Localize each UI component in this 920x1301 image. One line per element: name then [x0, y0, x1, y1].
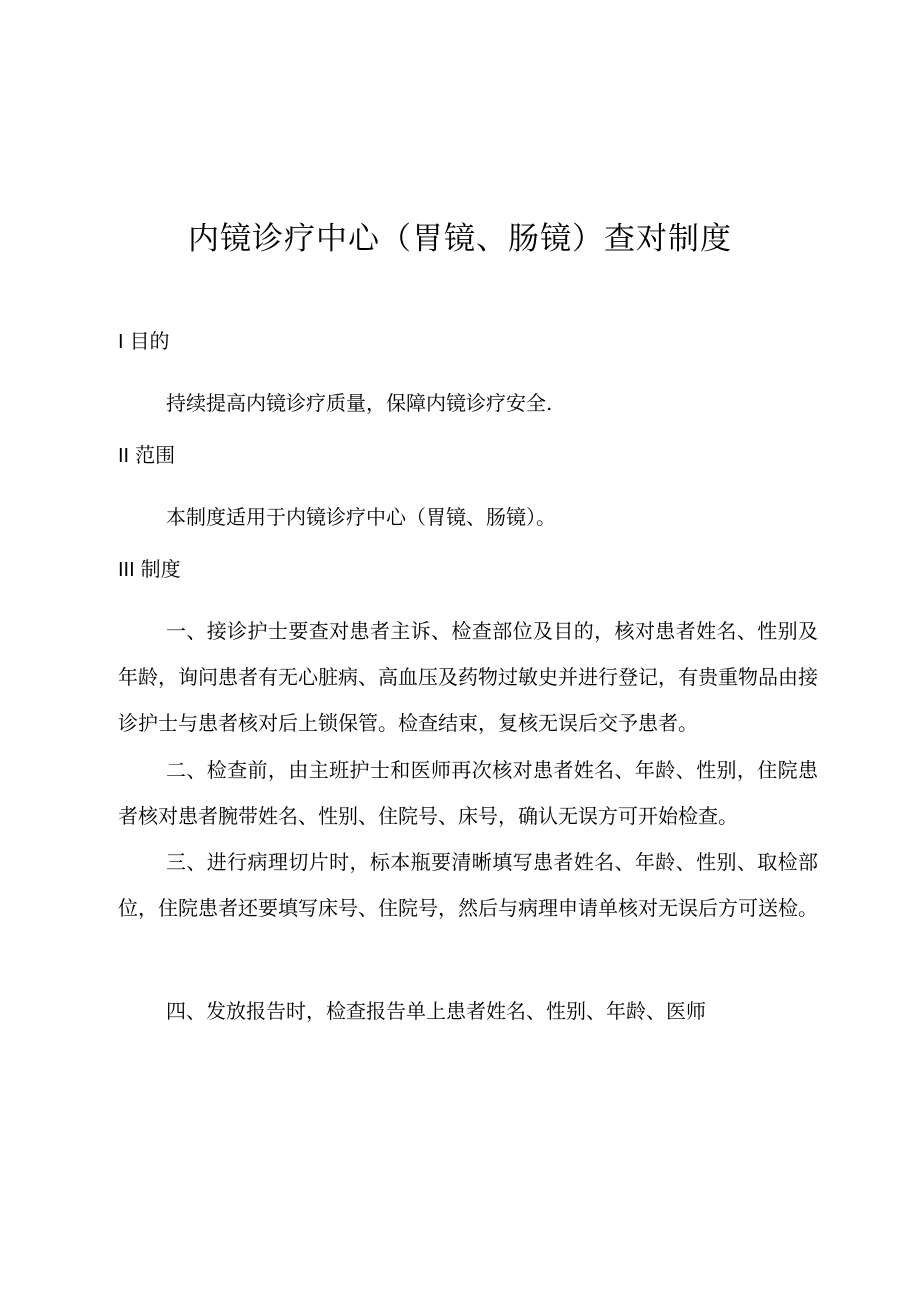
policy-paragraph-4: 四、发放报告时，检查报告单上患者姓名、性别、年龄、医师: [166, 999, 706, 1023]
section-number: II: [118, 445, 130, 467]
policy-paragraph-2: 二、检查前，由主班护士和医师再次核对患者姓名、年龄、性别，住院患者核对患者腕带姓名、性别、住院号、床号，确认无误方可开始检查。: [118, 758, 818, 828]
section-heading-policy: [118, 554, 181, 585]
purpose-paragraph: 持续提高内镜诊疗质量，保障内镜诊疗安全.: [166, 391, 553, 415]
policy-paragraph-1: 一、接诊护士要查对患者主诉、检查部位及目的，核对患者姓名、性别及年龄，询问患者有无心脏病、高血压及药物过敏史并进行登记，有贵重物品由接诊护士与患者核对后上锁保管。检查结束，复核无误后交予患者。: [118, 619, 818, 735]
section-title: 制度: [140, 557, 181, 581]
document-title: 内镜诊疗中心（胃镜、肠镜）查对制度: [188, 221, 732, 257]
scope-paragraph: 本制度适用于内镜诊疗中心（胃镜、肠镜）。: [166, 505, 556, 529]
policy-paragraph-3: 三、进行病理切片时，标本瓶要清晰填写患者姓名、年龄、性别、取检部位，住院患者还要填写床号、住院号，然后与病理申请单核对无误后方可送检。: [118, 850, 818, 920]
section-heading-scope: [118, 440, 175, 471]
section-number: III: [118, 559, 135, 581]
section-number: I: [118, 331, 124, 353]
section-title: 范围: [135, 443, 176, 467]
section-title: 目的: [129, 329, 170, 353]
section-heading-purpose: [118, 326, 170, 357]
